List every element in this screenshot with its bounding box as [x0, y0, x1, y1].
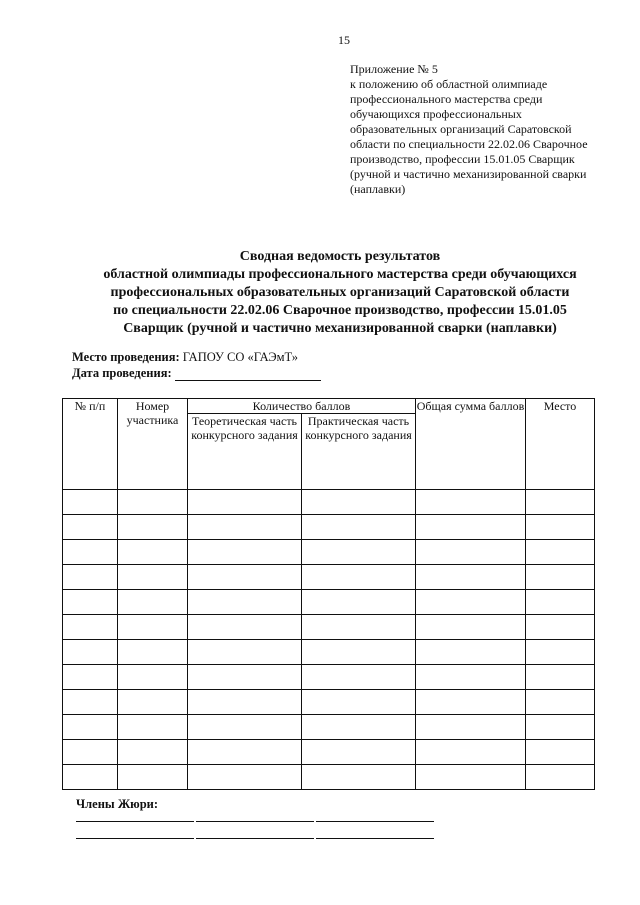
table-cell: [188, 740, 302, 765]
table-cell: [188, 615, 302, 640]
table-cell: [63, 640, 118, 665]
title-line: областной олимпиады профессионального мастерства среди обучающихся: [103, 267, 577, 282]
table-cell: [188, 515, 302, 540]
header-participant: Номер участника: [118, 399, 188, 490]
header-place: Место: [526, 399, 595, 490]
table-row: [63, 515, 595, 540]
table-cell: [118, 715, 188, 740]
table-cell: [118, 615, 188, 640]
table-cell: [63, 715, 118, 740]
header-scores: Количество баллов: [188, 399, 416, 414]
table-row: [63, 690, 595, 715]
appendix-line: (наплавки): [350, 182, 406, 196]
table-cell: [302, 740, 416, 765]
header-theory: Теоретическая часть конкурсного задания: [188, 414, 302, 490]
table-cell: [416, 765, 526, 790]
table-cell: [188, 540, 302, 565]
table-cell: [63, 515, 118, 540]
table-cell: [526, 565, 595, 590]
date-label: Дата проведения:: [72, 366, 172, 380]
jury-signature-line: [76, 838, 194, 839]
table-row: [63, 715, 595, 740]
table-cell: [302, 690, 416, 715]
table-cell: [416, 665, 526, 690]
table-row: [63, 565, 595, 590]
table-cell: [118, 690, 188, 715]
table-cell: [118, 490, 188, 515]
table-cell: [118, 640, 188, 665]
jury-label: Члены Жюри:: [76, 797, 159, 811]
table-cell: [188, 765, 302, 790]
title-line: профессиональных образовательных организаций Саратовской области: [110, 285, 570, 300]
table-cell: [63, 490, 118, 515]
table-row: [63, 615, 595, 640]
table-row: [63, 490, 595, 515]
table-cell: [302, 765, 416, 790]
table-cell: [118, 740, 188, 765]
appendix-line: (ручной и частично механизированной сварки: [350, 167, 587, 181]
table-cell: [118, 765, 188, 790]
table-cell: [302, 640, 416, 665]
table-cell: [188, 565, 302, 590]
title-line: Сварщик (ручной и частично механизированной сварки (наплавки): [123, 321, 557, 336]
table-cell: [63, 665, 118, 690]
table-row: [63, 665, 595, 690]
table-cell: [118, 565, 188, 590]
jury-signature-line: [76, 821, 194, 822]
date-blank-line: [175, 368, 321, 381]
table-cell: [63, 690, 118, 715]
table-row: [63, 640, 595, 665]
table-cell: [188, 665, 302, 690]
table-cell: [188, 590, 302, 615]
table-cell: [526, 640, 595, 665]
appendix-line: к положению об областной олимпиаде: [350, 77, 548, 91]
table-cell: [416, 740, 526, 765]
jury-signature-line: [316, 838, 434, 839]
table-cell: [526, 690, 595, 715]
table-cell: [118, 515, 188, 540]
table-cell: [526, 615, 595, 640]
table-cell: [302, 540, 416, 565]
table-cell: [416, 690, 526, 715]
table-cell: [188, 715, 302, 740]
table-cell: [118, 590, 188, 615]
table-cell: [526, 540, 595, 565]
table-cell: [188, 490, 302, 515]
venue-row: [72, 350, 298, 365]
table-cell: [63, 565, 118, 590]
table-row: [63, 590, 595, 615]
table-cell: [188, 690, 302, 715]
table-cell: [526, 590, 595, 615]
table-cell: [416, 515, 526, 540]
jury-signature-line: [316, 821, 434, 822]
table-cell: [302, 590, 416, 615]
appendix-line: области по специальности 22.02.06 Сварочное: [350, 137, 588, 151]
title-line: Сводная ведомость результатов: [239, 249, 441, 264]
table-row: [63, 740, 595, 765]
jury-signature-line: [196, 821, 314, 822]
table-cell: [188, 640, 302, 665]
table-cell: [63, 590, 118, 615]
table-row: [63, 540, 595, 565]
appendix-line: Приложение № 5: [350, 62, 438, 76]
table-cell: [118, 540, 188, 565]
table-cell: [526, 665, 595, 690]
header-number: № п/п: [63, 399, 118, 490]
appendix-line: обучающихся профессиональных: [350, 107, 522, 121]
appendix-line: производство, профессии 15.01.05 Сварщик: [350, 152, 575, 166]
table-cell: [302, 665, 416, 690]
appendix-line: образовательных организаций Саратовской: [350, 122, 572, 136]
table-row: [63, 765, 595, 790]
table-cell: [63, 765, 118, 790]
title-line: по специальности 22.02.06 Сварочное производство, профессии 15.01.05: [113, 303, 567, 318]
document-title: [60, 248, 620, 338]
header-practice: Практическая часть конкурсного задания: [302, 414, 416, 490]
table-cell: [526, 765, 595, 790]
appendix-line: профессионального мастерства среди: [350, 92, 543, 106]
results-table: [62, 398, 595, 790]
table-cell: [118, 665, 188, 690]
table-cell: [302, 515, 416, 540]
table-cell: [416, 590, 526, 615]
table-cell: [416, 615, 526, 640]
table-cell: [302, 490, 416, 515]
date-row: [72, 366, 321, 381]
table-cell: [302, 565, 416, 590]
venue-value: ГАПОУ СО «ГАЭмТ»: [182, 350, 299, 364]
table-cell: [526, 490, 595, 515]
table-cell: [63, 740, 118, 765]
table-cell: [63, 615, 118, 640]
venue-label: Место проведения:: [72, 350, 180, 364]
table-cell: [302, 715, 416, 740]
table-cell: [526, 740, 595, 765]
header-total: Общая сумма баллов: [416, 399, 526, 490]
table-cell: [416, 540, 526, 565]
table-cell: [416, 565, 526, 590]
table-cell: [302, 615, 416, 640]
jury-signature-line: [196, 838, 314, 839]
table-cell: [416, 490, 526, 515]
table-cell: [416, 640, 526, 665]
appendix-note: [350, 62, 630, 197]
page-number: 15: [338, 33, 350, 47]
table-cell: [416, 715, 526, 740]
table-cell: [526, 715, 595, 740]
table-cell: [63, 540, 118, 565]
table-cell: [526, 515, 595, 540]
